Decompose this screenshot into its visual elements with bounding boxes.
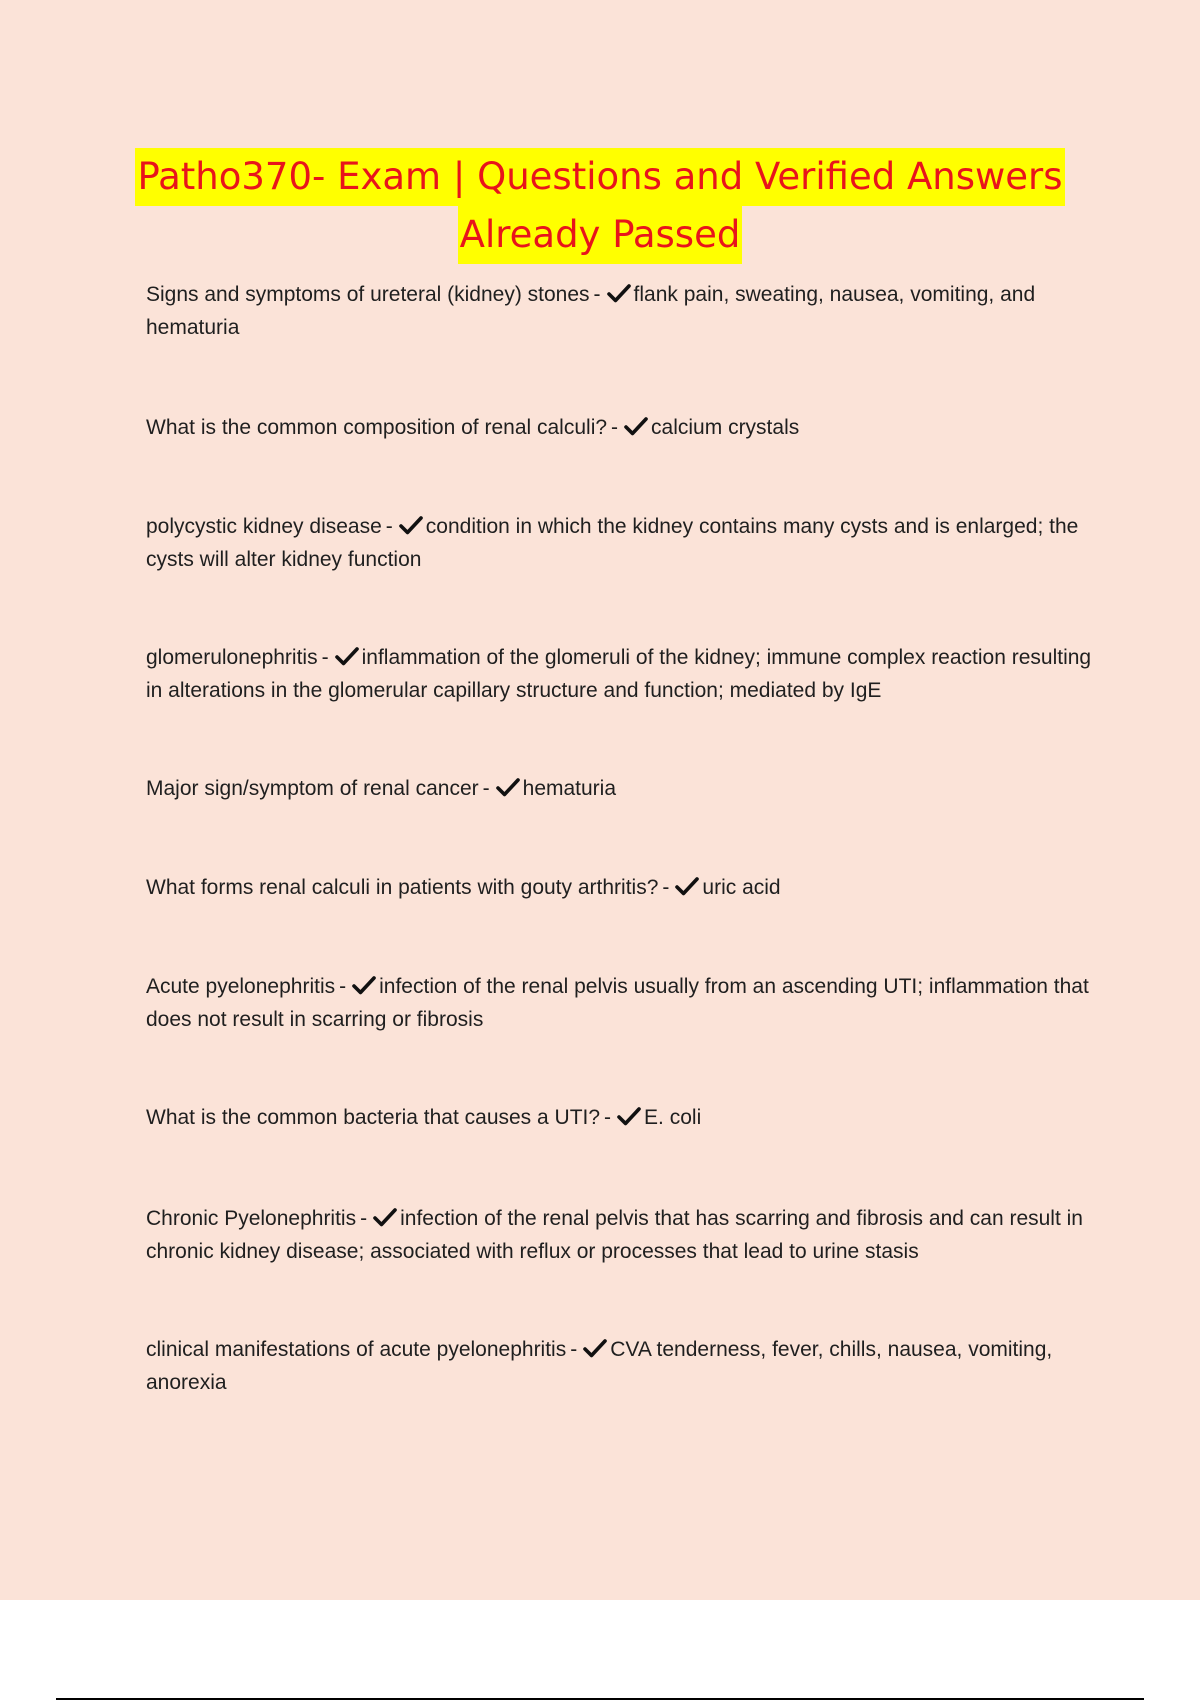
qa-item: [146, 1333, 1096, 1399]
answer-text: uric acid: [702, 876, 781, 899]
question-text: Signs and symptoms of ureteral (kidney) stones: [146, 283, 590, 306]
question-text: Major sign/symptom of renal cancer: [146, 777, 479, 800]
check-mark-icon: [624, 416, 648, 436]
check-mark-icon: [352, 975, 376, 995]
separator-dash: -: [604, 1106, 612, 1129]
answer-text: flank pain, sweating, nausea, vomiting, and hematuria: [146, 283, 1036, 339]
answer-text: infection of the renal pelvis that has scarring and fibrosis and can result in chronic kidney disease; associated with reflux or processes that lead to urine stasis: [146, 1207, 1083, 1263]
check-mark-icon: [675, 876, 699, 896]
check-mark-icon: [399, 515, 423, 535]
check-mark-icon: [607, 283, 631, 303]
check-mark-icon: [583, 1338, 607, 1358]
separator-dash: -: [593, 283, 601, 306]
separator-dash: -: [360, 1207, 368, 1230]
separator-dash: -: [385, 515, 393, 538]
title-line-1: Patho370- Exam | Questions and Verified Answers: [135, 148, 1064, 206]
separator-dash: -: [339, 975, 347, 998]
qa-item: [146, 772, 1096, 805]
answer-text: condition in which the kidney contains many cysts and is enlarged; the cysts will alter kidney function: [146, 515, 1079, 571]
check-mark-icon: [617, 1106, 641, 1126]
check-mark-icon: [496, 777, 520, 797]
answer-text: infection of the renal pelvis usually from an ascending UTI; inflammation that does not result in scarring or fibrosis: [146, 975, 1089, 1031]
answer-text: hematuria: [522, 777, 617, 800]
separator-dash: -: [662, 876, 670, 899]
separator-dash: -: [482, 777, 490, 800]
question-text: What is the common bacteria that causes a UTI?: [146, 1106, 601, 1129]
question-text: glomerulonephritis: [146, 646, 318, 669]
question-text: polycystic kidney disease: [146, 515, 382, 538]
separator-dash: -: [321, 646, 329, 669]
qa-item: [146, 1101, 1096, 1134]
answer-text: calcium crystals: [651, 416, 800, 439]
answer-text: CVA tenderness, fever, chills, nausea, vomiting, anorexia: [146, 1338, 1053, 1394]
answer-text: E. coli: [644, 1106, 702, 1129]
question-text: Chronic Pyelonephritis: [146, 1207, 357, 1230]
separator-dash: -: [570, 1338, 578, 1361]
title-line-2: Already Passed: [458, 206, 743, 264]
qa-item: [146, 411, 1096, 444]
qa-item: [146, 510, 1096, 576]
qa-item: [146, 871, 1096, 904]
question-text: clinical manifestations of acute pyelonephritis: [146, 1338, 567, 1361]
question-text: Acute pyelonephritis: [146, 975, 336, 998]
document-title: [0, 148, 1200, 264]
question-text: What is the common composition of renal calculi?: [146, 416, 608, 439]
answer-text: inflammation of the glomeruli of the kidney; immune complex reaction resulting in alterations in the glomerular capillary structure and function; mediated by IgE: [146, 646, 1092, 702]
qa-item: [146, 641, 1096, 707]
question-text: What forms renal calculi in patients with gouty arthritis?: [146, 876, 659, 899]
separator-dash: -: [611, 416, 619, 439]
qa-item: [146, 278, 1096, 344]
check-mark-icon: [335, 646, 359, 666]
check-mark-icon: [373, 1207, 397, 1227]
qa-item: [146, 970, 1096, 1036]
qa-item: [146, 1202, 1096, 1268]
